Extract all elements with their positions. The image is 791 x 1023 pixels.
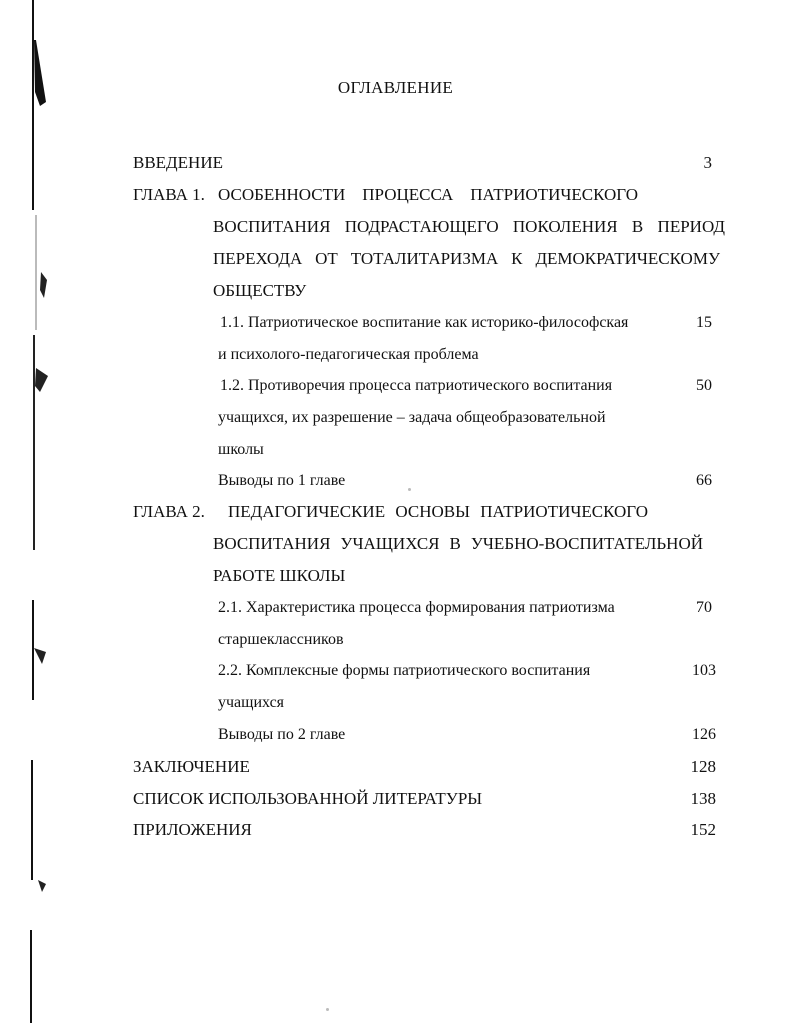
word: ОСНОВЫ — [395, 502, 470, 521]
word: В — [631, 217, 644, 236]
toc-entry-references[interactable]: СПИСОК ИСПОЛЬЗОВАННОЙ ЛИТЕРАТУРЫ — [133, 789, 483, 808]
word: ПОКОЛЕНИЯ — [512, 217, 618, 236]
word: УЧЕБНО-ВОСПИТАТЕЛЬНОЙ — [470, 534, 703, 553]
word: ОСОБЕННОСТИ — [218, 185, 346, 204]
toc-chapter2-title-line1[interactable] — [228, 502, 648, 522]
word: УЧАЩИХСЯ — [340, 534, 440, 553]
toc-section-1-1-line1[interactable]: 1.1. Патриотическое воспитание как историко-философская — [220, 314, 629, 331]
toc-entry-conclusion[interactable]: ЗАКЛЮЧЕНИЕ — [133, 757, 250, 776]
toc-chapter2-title-line2[interactable] — [213, 534, 703, 554]
toc-page-section-2-1: 70 — [696, 599, 712, 616]
word: ПЕРИОД — [657, 217, 725, 236]
scan-speck — [408, 488, 411, 491]
toc-chapter1-title-line1[interactable] — [218, 185, 638, 205]
toc-section-2-1-line1[interactable]: 2.1. Характеристика процесса формирования патриотизма — [218, 599, 615, 616]
word: К — [511, 249, 523, 268]
page-title: ОГЛАВЛЕНИЕ — [337, 78, 454, 97]
toc-chapter1-title-line4[interactable]: ОБЩЕСТВУ — [213, 281, 307, 300]
word: ПАТРИОТИЧЕСКОГО — [480, 502, 648, 521]
toc-page-section-1-2: 50 — [696, 377, 712, 394]
word: ПАТРИОТИЧЕСКОГО — [470, 185, 638, 204]
toc-chapter1-title-line3[interactable] — [213, 249, 720, 269]
toc-section-1-2-line3[interactable]: школы — [218, 441, 264, 458]
toc-page-section-2-2: 103 — [692, 662, 716, 679]
word: ВОСПИТАНИЯ — [213, 217, 331, 236]
toc-entry-intro[interactable]: ВВЕДЕНИЕ — [133, 153, 223, 172]
toc-section-1-2-line2[interactable]: учащихся, их разрешение – задача общеобразовательной — [218, 409, 606, 426]
toc-page-section-1-1: 15 — [696, 314, 712, 331]
toc-chapter1-title-line2[interactable] — [213, 217, 725, 237]
toc-chapter2-label[interactable]: ГЛАВА 2. — [133, 502, 205, 521]
toc-chapter1-label[interactable]: ГЛАВА 1. — [133, 185, 205, 204]
toc-section-2-1-line2[interactable]: старшеклассников — [218, 631, 344, 648]
toc-section-2-2-line1[interactable]: 2.2. Комплексные формы патриотического воспитания — [218, 662, 591, 679]
toc-page-references: 138 — [690, 789, 716, 808]
toc-section-2-2-line2[interactable]: учащихся — [218, 694, 285, 711]
word: ДЕМОКРАТИЧЕСКОМУ — [535, 249, 720, 268]
scan-edge-artifact — [0, 0, 60, 1023]
toc-page-conclusion: 128 — [690, 757, 716, 776]
word: ВОСПИТАНИЯ — [213, 534, 331, 553]
word: ПЕДАГОГИЧЕСКИЕ — [228, 502, 386, 521]
word: ПРОЦЕССА — [362, 185, 454, 204]
toc-section-1-2-line1[interactable]: 1.2. Противоречия процесса патриотического воспитания — [220, 377, 613, 394]
toc-page-appendices: 152 — [690, 820, 716, 839]
toc-entry-appendices[interactable]: ПРИЛОЖЕНИЯ — [133, 820, 252, 839]
toc-page-intro: 3 — [703, 153, 712, 172]
toc-chapter2-title-line3[interactable]: РАБОТЕ ШКОЛЫ — [213, 566, 346, 585]
toc-chapter2-conclusions[interactable]: Выводы по 2 главе — [218, 726, 346, 743]
scan-speck — [326, 1008, 329, 1011]
word: ТОТАЛИТАРИЗМА — [350, 249, 499, 268]
toc-section-1-1-line2[interactable]: и психолого-педагогическая проблема — [218, 346, 479, 363]
word: ПЕРЕХОДА — [213, 249, 303, 268]
toc-page-chapter1-conclusions: 66 — [696, 472, 712, 489]
word: ОТ — [315, 249, 338, 268]
word: ПОДРАСТАЮЩЕГО — [344, 217, 499, 236]
toc-page-chapter2-conclusions: 126 — [692, 726, 716, 743]
toc-chapter1-conclusions[interactable]: Выводы по 1 главе — [218, 472, 346, 489]
word: В — [449, 534, 461, 553]
